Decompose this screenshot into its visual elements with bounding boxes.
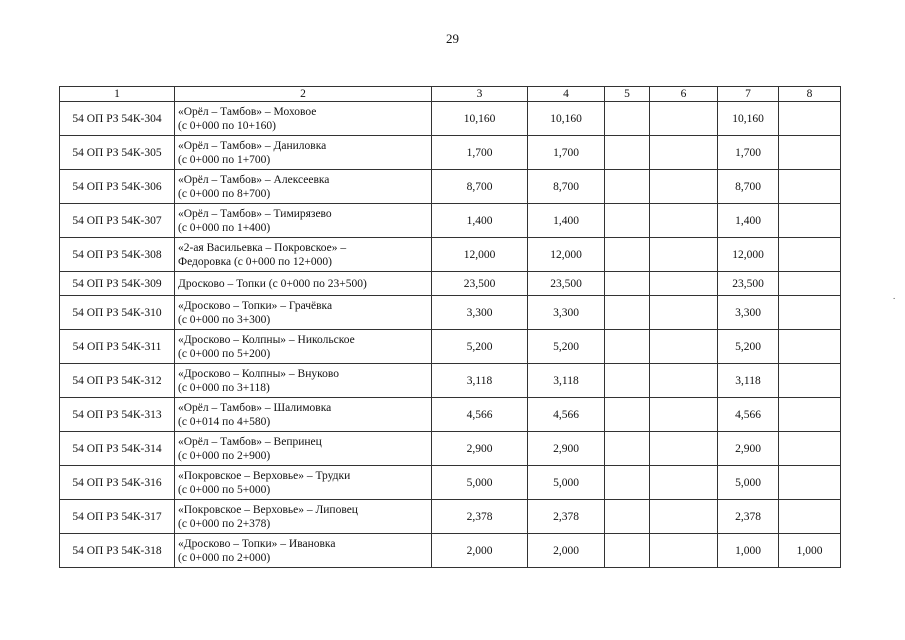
road-name-cell	[175, 136, 432, 170]
value-cell-5	[605, 364, 650, 398]
road-name-line: (с 0+000 по 1+700)	[178, 153, 271, 166]
value-cell-5	[605, 330, 650, 364]
header-col-4: 4	[528, 87, 605, 102]
value-cell-6	[650, 238, 718, 272]
value-cell-8	[779, 102, 841, 136]
road-code-cell: 54 ОП РЗ 54К-309	[60, 272, 175, 296]
value-cell-3: 23,500	[432, 272, 528, 296]
road-name-line: «Дросково – Колпны» – Внуково	[178, 367, 339, 380]
value-cell-8	[779, 170, 841, 204]
value-cell-4: 12,000	[528, 238, 605, 272]
road-name-line: «Покровское – Верховье» – Трудки	[178, 469, 351, 482]
road-name-line: «Орёл – Тамбов» – Тимирязево	[178, 207, 332, 220]
header-col-6: 6	[650, 87, 718, 102]
value-cell-5	[605, 204, 650, 238]
road-name-cell	[175, 500, 432, 534]
road-name-cell	[175, 432, 432, 466]
road-name-line: «Дросково – Топки» – Ивановка	[178, 537, 336, 550]
table-row	[60, 296, 841, 330]
road-name-cell	[175, 534, 432, 568]
value-cell-3: 8,700	[432, 170, 528, 204]
road-code-cell: 54 ОП РЗ 54К-314	[60, 432, 175, 466]
value-cell-4: 2,000	[528, 534, 605, 568]
value-cell-5	[605, 296, 650, 330]
value-cell-7: 3,300	[718, 296, 779, 330]
value-cell-4: 3,300	[528, 296, 605, 330]
road-code-cell: 54 ОП РЗ 54К-311	[60, 330, 175, 364]
table-row	[60, 272, 841, 296]
value-cell-7: 1,400	[718, 204, 779, 238]
value-cell-4: 1,400	[528, 204, 605, 238]
value-cell-5	[605, 466, 650, 500]
value-cell-4: 5,200	[528, 330, 605, 364]
road-name-line: (с 0+000 по 1+400)	[178, 221, 271, 234]
value-cell-3: 2,378	[432, 500, 528, 534]
road-name-line: «Дросково – Колпны» – Никольское	[178, 333, 355, 346]
header-col-5: 5	[605, 87, 650, 102]
table-row	[60, 238, 841, 272]
table-row	[60, 102, 841, 136]
value-cell-7: 3,118	[718, 364, 779, 398]
value-cell-4: 23,500	[528, 272, 605, 296]
value-cell-4: 2,378	[528, 500, 605, 534]
value-cell-6	[650, 272, 718, 296]
value-cell-5	[605, 398, 650, 432]
road-code-cell: 54 ОП РЗ 54К-313	[60, 398, 175, 432]
value-cell-6	[650, 534, 718, 568]
value-cell-6	[650, 102, 718, 136]
road-name-line: «Орёл – Тамбов» – Моховое	[178, 105, 317, 118]
value-cell-8	[779, 432, 841, 466]
value-cell-8	[779, 330, 841, 364]
value-cell-3: 2,000	[432, 534, 528, 568]
road-name-line: (с 0+000 по 2+900)	[178, 449, 271, 462]
header-col-8: 8	[779, 87, 841, 102]
value-cell-3: 5,000	[432, 466, 528, 500]
value-cell-4: 5,000	[528, 466, 605, 500]
value-cell-8	[779, 238, 841, 272]
value-cell-8	[779, 296, 841, 330]
table-row	[60, 466, 841, 500]
road-name-line: Дросково – Топки (с 0+000 по 23+500)	[178, 277, 367, 290]
value-cell-7: 23,500	[718, 272, 779, 296]
table-row	[60, 500, 841, 534]
table-row	[60, 364, 841, 398]
value-cell-3: 10,160	[432, 102, 528, 136]
value-cell-5	[605, 500, 650, 534]
value-cell-8	[779, 398, 841, 432]
road-name-line: (с 0+000 по 10+160)	[178, 119, 277, 132]
value-cell-7: 5,200	[718, 330, 779, 364]
header-col-7: 7	[718, 87, 779, 102]
road-code-cell: 54 ОП РЗ 54К-316	[60, 466, 175, 500]
value-cell-3: 1,700	[432, 136, 528, 170]
value-cell-4: 8,700	[528, 170, 605, 204]
road-name-line: (с 0+000 по 5+200)	[178, 347, 271, 360]
table-row	[60, 398, 841, 432]
road-name-cell	[175, 102, 432, 136]
value-cell-3: 3,300	[432, 296, 528, 330]
value-cell-8	[779, 364, 841, 398]
value-cell-7: 12,000	[718, 238, 779, 272]
value-cell-3: 2,900	[432, 432, 528, 466]
value-cell-5	[605, 170, 650, 204]
road-name-line: (с 0+000 по 8+700)	[178, 187, 271, 200]
road-name-cell	[175, 170, 432, 204]
value-cell-6	[650, 296, 718, 330]
value-cell-7: 2,900	[718, 432, 779, 466]
value-cell-3: 4,566	[432, 398, 528, 432]
road-name-line: «Орёл – Тамбов» – Вепринец	[178, 435, 322, 448]
table-row	[60, 170, 841, 204]
road-code-cell: 54 ОП РЗ 54К-312	[60, 364, 175, 398]
road-code-cell: 54 ОП РЗ 54К-306	[60, 170, 175, 204]
table-row	[60, 534, 841, 568]
road-name-cell	[175, 204, 432, 238]
road-name-line: «Дросково – Топки» – Грачёвка	[178, 299, 333, 312]
road-name-line: (с 0+000 по 3+300)	[178, 313, 271, 326]
road-name-line: (с 0+000 по 5+000)	[178, 483, 271, 496]
road-code-cell: 54 ОП РЗ 54К-305	[60, 136, 175, 170]
value-cell-8	[779, 466, 841, 500]
value-cell-8	[779, 272, 841, 296]
value-cell-6	[650, 204, 718, 238]
road-code-cell: 54 ОП РЗ 54К-308	[60, 238, 175, 272]
value-cell-7: 10,160	[718, 102, 779, 136]
margin-mark: .	[893, 291, 896, 301]
road-name-cell	[175, 296, 432, 330]
road-code-cell: 54 ОП РЗ 54К-317	[60, 500, 175, 534]
value-cell-7: 2,378	[718, 500, 779, 534]
value-cell-5	[605, 136, 650, 170]
value-cell-4: 1,700	[528, 136, 605, 170]
value-cell-6	[650, 398, 718, 432]
value-cell-3: 1,400	[432, 204, 528, 238]
road-name-line: «Покровское – Верховье» – Липовец	[178, 503, 358, 516]
road-name-line: «Орёл – Тамбов» – Шалимовка	[178, 401, 332, 414]
value-cell-8: 1,000	[779, 534, 841, 568]
road-register-table	[59, 86, 841, 568]
value-cell-6	[650, 466, 718, 500]
value-cell-7: 5,000	[718, 466, 779, 500]
table-body	[60, 102, 841, 568]
value-cell-5	[605, 432, 650, 466]
road-code-cell: 54 ОП РЗ 54К-307	[60, 204, 175, 238]
road-name-cell	[175, 466, 432, 500]
header-col-3: 3	[432, 87, 528, 102]
value-cell-7: 1,700	[718, 136, 779, 170]
value-cell-4: 10,160	[528, 102, 605, 136]
value-cell-7: 4,566	[718, 398, 779, 432]
value-cell-3: 12,000	[432, 238, 528, 272]
value-cell-5	[605, 238, 650, 272]
road-name-cell	[175, 398, 432, 432]
table-header-row	[60, 87, 841, 102]
value-cell-7: 1,000	[718, 534, 779, 568]
page-number: 29	[446, 31, 459, 46]
value-cell-4: 2,900	[528, 432, 605, 466]
value-cell-6	[650, 364, 718, 398]
header-col-1: 1	[60, 87, 175, 102]
value-cell-3: 5,200	[432, 330, 528, 364]
road-name-line: (с 0+000 по 2+000)	[178, 551, 271, 564]
road-name-cell	[175, 272, 432, 296]
value-cell-6	[650, 330, 718, 364]
table-row	[60, 330, 841, 364]
value-cell-6	[650, 500, 718, 534]
road-name-line: «2-ая Васильевка – Покровское» –	[178, 241, 347, 254]
value-cell-6	[650, 432, 718, 466]
value-cell-7: 8,700	[718, 170, 779, 204]
value-cell-4: 3,118	[528, 364, 605, 398]
value-cell-3: 3,118	[432, 364, 528, 398]
road-name-line: (с 0+000 по 2+378)	[178, 517, 271, 530]
road-name-line: «Орёл – Тамбов» – Даниловка	[178, 139, 327, 152]
value-cell-6	[650, 136, 718, 170]
table-row	[60, 204, 841, 238]
value-cell-8	[779, 136, 841, 170]
road-name-line: (с 0+014 по 4+580)	[178, 415, 271, 428]
road-name-cell	[175, 330, 432, 364]
value-cell-5	[605, 102, 650, 136]
road-name-line: Федоровка (с 0+000 по 12+000)	[178, 255, 332, 268]
road-code-cell: 54 ОП РЗ 54К-310	[60, 296, 175, 330]
road-name-cell	[175, 364, 432, 398]
road-name-cell	[175, 238, 432, 272]
value-cell-5	[605, 534, 650, 568]
road-name-line: «Орёл – Тамбов» – Алексеевка	[178, 173, 330, 186]
value-cell-8	[779, 500, 841, 534]
table-row	[60, 432, 841, 466]
road-name-line: (с 0+000 по 3+118)	[178, 381, 270, 394]
value-cell-6	[650, 170, 718, 204]
road-code-cell: 54 ОП РЗ 54К-318	[60, 534, 175, 568]
header-col-2: 2	[175, 87, 432, 102]
value-cell-5	[605, 272, 650, 296]
table-row	[60, 136, 841, 170]
value-cell-8	[779, 204, 841, 238]
road-code-cell: 54 ОП РЗ 54К-304	[60, 102, 175, 136]
value-cell-4: 4,566	[528, 398, 605, 432]
